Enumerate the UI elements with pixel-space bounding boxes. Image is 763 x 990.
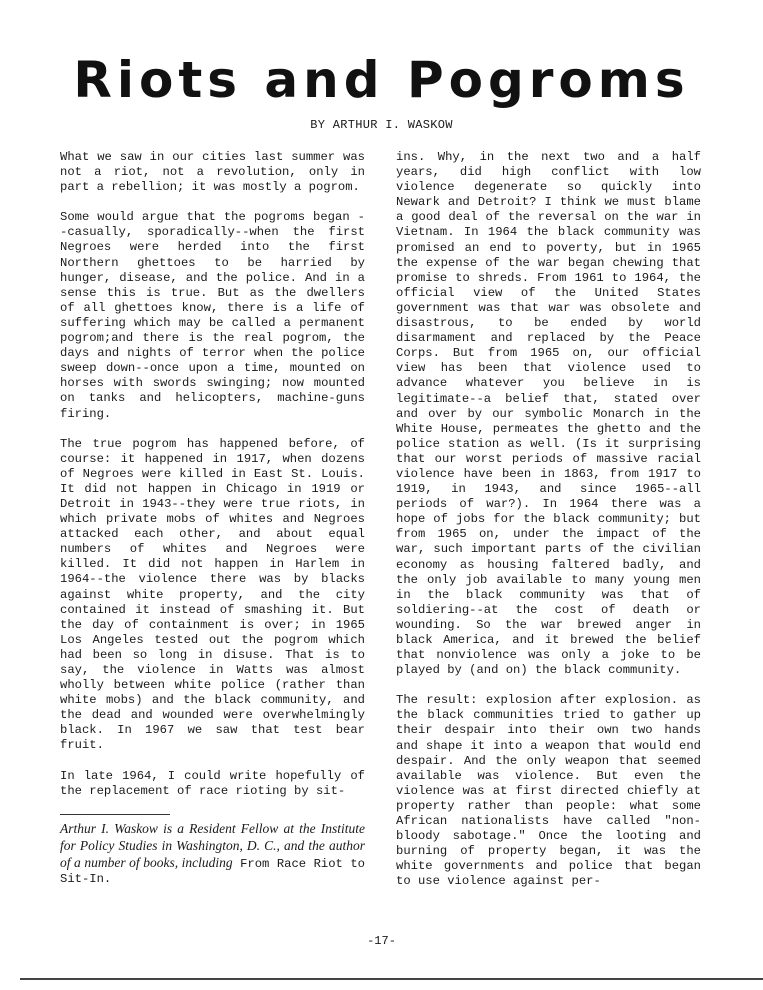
paragraph: The true pogrom has happened before, of course: it happened in 1917, when dozens of Negroes were killed in East St. Louis. It did not happen in Chicago in 1919 or Detroit in 1943--they were true riots, in which private mobs of whites and Negroes attacked each other, and about equal numbers of whites and Negroes were killed. It did not happen in Harlem in 1964--the violence there was by blacks against white property, and the city contained it instead of smashing it. But the day of containment is over; in 1965 Los Angeles tested out the pogrom which had been so long in disuse. That is to say, the violence in Watts was almost wholly between white police (rather than white mobs) and the black community, and the dead and wounded were overwhelmingly black. In 1967 we saw that test bear fruit. <box>60 436 365 753</box>
byline: BY ARTHUR I. WASKOW <box>310 118 453 132</box>
paragraph: What we saw in our cities last summer was not a riot, not a revolution, only in part a rebellion; it was mostly a pogrom. <box>60 150 365 195</box>
paragraph: The result: explosion after explosion. as the black communities tried to gather up their despair into their own two hands and shape it into a weapon that would end despair. And the only weapon that seemed available was violence. But even the violence was at first directed chiefly at property rather than people: what some African nationalists have called "non-bloody sabotage." Once the looting and burning of property began, it was the white governments and police that began to use violence against per- <box>396 693 701 889</box>
paragraph: ins. Why, in the next two and a half years, did high conflict with low violence degenerate so quickly into Newark and Detroit? I think we must blame a good deal of the reversal on the war in Vietnam. In 1964 the black community was promised an end to poverty, but in 1965 the expense of the war began chewing that promise to shreds. From 1961 to 1964, the official view of the United States government was that war was obsolete and disastrous, to be ended by world disarmament and replaced by the Peace Corps. But from 1965 on, our official view has been that violence used to advance whatever you believe in is legitimate--a belief that, stated over and over by our symbolic Monarch in the White House, permeates the ghetto and the police station as well. (Is it surprising that our worst periods of massive racial violence have been in 1863, from 1917 to 1919, in 1943, and since 1965--all periods of war?). In 1964 there was a hope of jobs for the black community; but from 1965 on, under the impact of the war, such important parts of the civilian economy as housing faltered badly, and the only job available to many young men in the black community was that of soldiering--at the cost of death or wounding. So the war brewed anger in black America, and it brewed the belief that nonviolence was only a joke to be played by (and on) the black community. <box>396 150 701 678</box>
paragraph: In late 1964, I could write hopefully of the replacement of race rioting by sit- <box>60 768 365 798</box>
author-note <box>60 821 365 887</box>
author-note-book-title: From Race Riot to Sit-In. <box>60 856 365 887</box>
author-note-italic: Arthur I. Waskow is a Resident Fellow at the Institute for Policy Studies in Washington, D. C., and the author of a number of books, including <box>60 820 365 870</box>
right-column <box>396 150 701 905</box>
page-number: -17- <box>367 934 396 948</box>
paragraph: Some would argue that the pogroms began --casually, sporadically--when the first Negroes were herded into the first Northern ghettoes to be harried by hunger, disease, and the police. And in a sense this is true. But as the dwellers of all ghettoes know, there is a life of suffering which may be called a permanent pogrom;and there is the real pogrom, the days and nights of terror when the police sweep down--once upon a time, mounted on horses with swords swinging; now mounted on tanks and helicopters, machine-guns firing. <box>60 210 365 421</box>
article-title: Riots and Pogroms <box>73 51 690 109</box>
left-column <box>60 150 365 902</box>
footnote-divider <box>60 814 170 815</box>
bottom-rule <box>20 978 763 980</box>
